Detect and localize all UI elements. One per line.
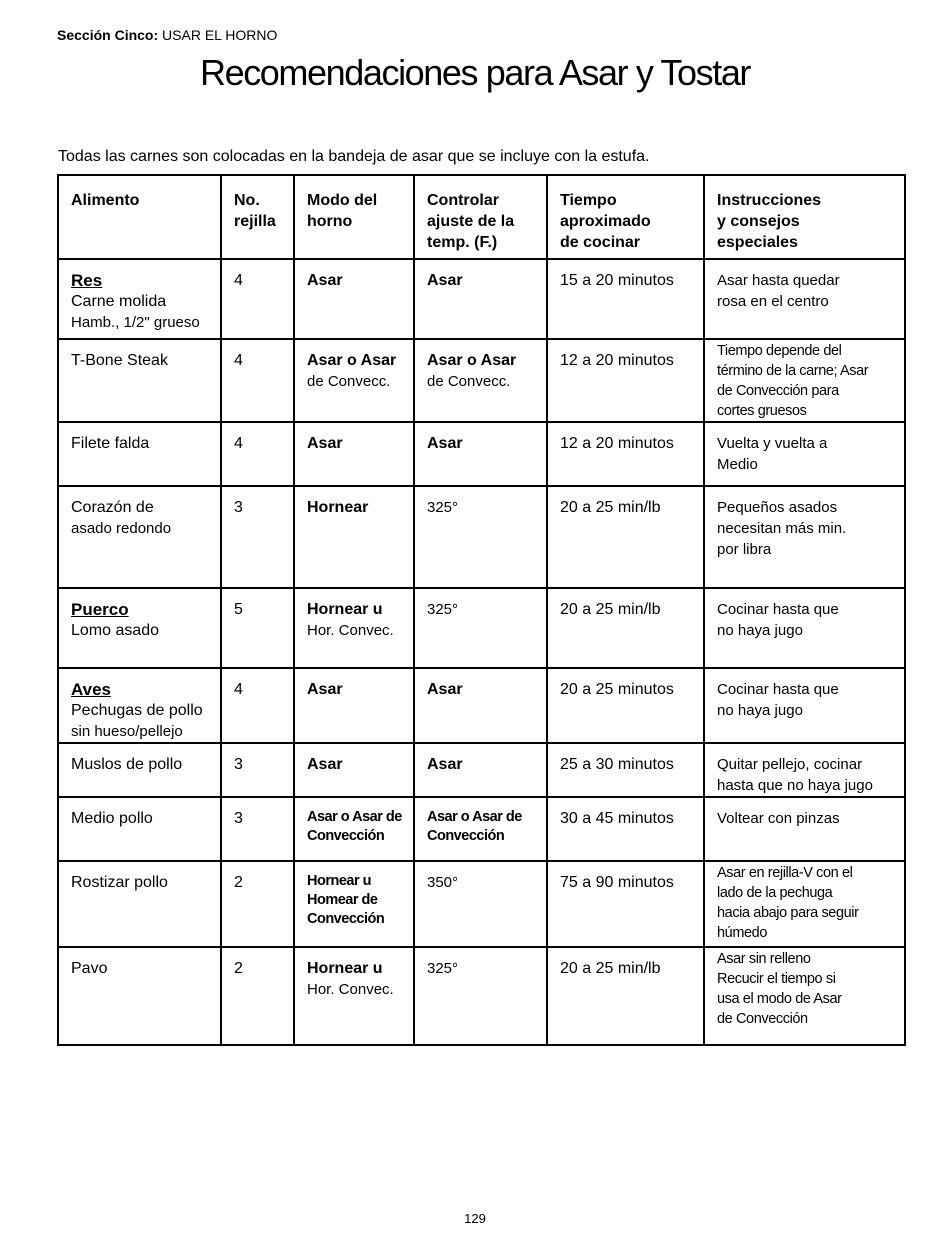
oven-mode-cell — [294, 743, 414, 797]
food-name: Pavo — [71, 960, 108, 977]
cook-time-cell: 75 a 90 minutos — [547, 861, 704, 947]
header-food — [58, 175, 221, 259]
tip-line: Recucir el tiempo si — [717, 971, 836, 987]
temp-setting-text: Asar — [427, 272, 463, 289]
special-tips-cell — [704, 668, 905, 743]
temp-setting-text: Convección — [427, 828, 505, 844]
table-row — [58, 797, 905, 861]
tip-line: Medio — [717, 456, 758, 473]
section-label-bold: Sección Cinco: — [57, 27, 159, 43]
temp-setting-cell — [414, 588, 547, 668]
cook-time-cell: 20 a 25 min/lb — [547, 486, 704, 588]
tip-line: Voltear con pinzas — [717, 810, 840, 827]
rack-cell: 4 — [221, 422, 294, 486]
special-tips-cell — [704, 422, 905, 486]
food-name: T-Bone Steak — [71, 352, 168, 369]
header-line: y consejos — [717, 213, 800, 230]
header-line: temp. (F.) — [427, 234, 498, 251]
tip-line: no haya jugo — [717, 702, 803, 719]
special-tips-cell — [704, 259, 905, 339]
tip-line: húmedo — [717, 925, 767, 941]
tip-line: Asar en rejilla-V con el — [717, 865, 853, 881]
temp-setting-text: 325° — [427, 960, 459, 977]
table-row — [58, 861, 905, 947]
section-label — [57, 27, 277, 43]
header-line: horno — [307, 213, 353, 230]
oven-mode-text: Hor. Convec. — [307, 622, 394, 639]
special-tips-cell — [704, 743, 905, 797]
temp-setting-cell — [414, 422, 547, 486]
tip-line: de Convección — [717, 1011, 808, 1027]
food-cell — [58, 797, 221, 861]
rack-cell: 3 — [221, 797, 294, 861]
tip-line: lado de la pechuga — [717, 885, 833, 901]
temp-setting-cell — [414, 743, 547, 797]
oven-mode-cell — [294, 339, 414, 422]
category-label: Puerco — [71, 600, 129, 619]
table-row — [58, 422, 905, 486]
tip-line: usa el modo de Asar — [717, 991, 842, 1007]
table-row — [58, 259, 905, 339]
oven-mode-text: Hor. Convec. — [307, 981, 394, 998]
table-row — [58, 743, 905, 797]
tip-line: de Convección para — [717, 383, 839, 399]
special-tips-cell — [704, 486, 905, 588]
oven-mode-text: Asar — [307, 272, 343, 289]
header-line: ajuste de la — [427, 213, 515, 230]
header-special-tips — [704, 175, 905, 259]
temp-setting-text: 350° — [427, 874, 459, 891]
food-cell — [58, 339, 221, 422]
header-line: especiales — [717, 234, 798, 251]
table-header-row — [58, 175, 905, 259]
cook-time-cell: 30 a 45 minutos — [547, 797, 704, 861]
tip-line: por libra — [717, 541, 772, 558]
cook-time-cell: 25 a 30 minutos — [547, 743, 704, 797]
tip-line: hacia abajo para seguir — [717, 905, 859, 921]
intro-text: Todas las carnes son colocadas en la bandeja de asar que se incluye con la estufa. — [58, 148, 650, 165]
food-name: Hamb., 1/2" grueso — [71, 314, 200, 331]
header-line: Instrucciones — [717, 192, 822, 209]
tip-line: hasta que no haya jugo — [717, 777, 873, 794]
table-row — [58, 668, 905, 743]
tip-line: rosa en el centro — [717, 293, 829, 310]
temp-setting-text: Asar o Asar de — [427, 809, 522, 825]
temp-setting-cell — [414, 861, 547, 947]
food-name: Pechugas de pollo — [71, 702, 203, 719]
oven-mode-text: Asar o Asar de — [307, 809, 402, 825]
table-body — [58, 259, 905, 1045]
temp-setting-text: Asar — [427, 681, 463, 698]
temp-setting-text: 325° — [427, 499, 459, 516]
page-number: 129 — [464, 1211, 486, 1226]
rack-cell: 4 — [221, 339, 294, 422]
rack-cell: 5 — [221, 588, 294, 668]
food-name: Filete falda — [71, 435, 150, 452]
food-cell — [58, 947, 221, 1045]
food-name: Medio pollo — [71, 810, 153, 827]
rack-cell: 2 — [221, 947, 294, 1045]
temp-setting-cell — [414, 797, 547, 861]
tip-line: Tiempo depende del — [717, 343, 842, 359]
table-row — [58, 588, 905, 668]
rack-cell: 3 — [221, 743, 294, 797]
header-line: aproximado — [560, 213, 651, 230]
oven-mode-cell — [294, 861, 414, 947]
oven-mode-text: Asar — [307, 435, 343, 452]
oven-mode-text: Hornear — [307, 499, 369, 516]
header-oven-mode — [294, 175, 414, 259]
broil-guide-table — [57, 174, 906, 1046]
food-name: sin hueso/pellejo — [71, 723, 183, 740]
oven-mode-text: Asar o Asar — [307, 352, 397, 369]
oven-mode-text: Hornear u — [307, 873, 371, 889]
temp-setting-cell — [414, 668, 547, 743]
food-name: Muslos de pollo — [71, 756, 183, 773]
food-cell — [58, 861, 221, 947]
tip-line: necesitan más min. — [717, 520, 847, 537]
oven-mode-cell — [294, 588, 414, 668]
food-cell — [58, 259, 221, 339]
tip-line: Asar hasta quedar — [717, 272, 840, 289]
special-tips-cell — [704, 861, 905, 947]
food-cell — [58, 668, 221, 743]
temp-setting-text: Asar o Asar — [427, 352, 517, 369]
tip-line: término de la carne; Asar — [717, 363, 869, 379]
header-rack — [221, 175, 294, 259]
oven-mode-text: Hornear u — [307, 960, 383, 977]
food-cell — [58, 588, 221, 668]
category-label: Res — [71, 271, 103, 290]
tip-line: no haya jugo — [717, 622, 803, 639]
table-row — [58, 947, 905, 1045]
table-row — [58, 339, 905, 422]
temp-setting-text: Asar — [427, 435, 463, 452]
temp-setting-cell — [414, 259, 547, 339]
header-line: Tiempo — [560, 192, 617, 209]
food-cell — [58, 422, 221, 486]
tip-line: cortes gruesos — [717, 403, 807, 419]
oven-mode-text: Convección — [307, 911, 385, 927]
tip-line: Pequeños asados — [717, 499, 838, 516]
table-row — [58, 486, 905, 588]
temp-setting-cell — [414, 339, 547, 422]
header-line: No. — [234, 192, 260, 209]
header-line: Controlar — [427, 192, 499, 209]
food-name: asado redondo — [71, 520, 172, 537]
cook-time-cell: 20 a 25 min/lb — [547, 947, 704, 1045]
food-name: Corazón de — [71, 499, 154, 516]
oven-mode-text: de Convecc. — [307, 373, 391, 390]
oven-mode-text: Hornear u — [307, 601, 383, 618]
rack-cell: 4 — [221, 668, 294, 743]
special-tips-cell — [704, 797, 905, 861]
tip-line: Vuelta y vuelta a — [717, 435, 828, 452]
temp-setting-text: de Convecc. — [427, 373, 511, 390]
cook-time-cell: 15 a 20 minutos — [547, 259, 704, 339]
food-name: Rostizar pollo — [71, 874, 168, 891]
header-temp-setting — [414, 175, 547, 259]
cook-time-cell: 20 a 25 min/lb — [547, 588, 704, 668]
category-label: Aves — [71, 680, 112, 699]
oven-mode-cell — [294, 422, 414, 486]
special-tips-cell — [704, 947, 905, 1045]
oven-mode-cell — [294, 797, 414, 861]
oven-mode-cell — [294, 947, 414, 1045]
rack-cell: 3 — [221, 486, 294, 588]
section-label-name: USAR EL HORNO — [162, 27, 278, 43]
oven-mode-text: Asar — [307, 681, 343, 698]
special-tips-cell — [704, 339, 905, 422]
oven-mode-cell — [294, 486, 414, 588]
temp-setting-cell — [414, 947, 547, 1045]
cook-time-cell: 20 a 25 minutos — [547, 668, 704, 743]
header-line: de cocinar — [560, 234, 641, 251]
food-cell — [58, 486, 221, 588]
header-line: rejilla — [234, 213, 276, 230]
food-name: Lomo asado — [71, 622, 160, 639]
oven-mode-text: Homear de — [307, 892, 378, 908]
tip-line: Cocinar hasta que — [717, 601, 839, 618]
header-line: Alimento — [71, 192, 140, 209]
oven-mode-cell — [294, 668, 414, 743]
temp-setting-text: Asar — [427, 756, 463, 773]
rack-cell: 2 — [221, 861, 294, 947]
header-cook-time — [547, 175, 704, 259]
page-title: Recomendaciones para Asar y Tostar — [199, 52, 751, 93]
temp-setting-cell — [414, 486, 547, 588]
cook-time-cell: 12 a 20 minutos — [547, 339, 704, 422]
cook-time-cell: 12 a 20 minutos — [547, 422, 704, 486]
oven-mode-text: Asar — [307, 756, 343, 773]
tip-line: Cocinar hasta que — [717, 681, 839, 698]
food-cell — [58, 743, 221, 797]
food-name: Carne molida — [71, 293, 167, 310]
tip-line: Quitar pellejo, cocinar — [717, 756, 863, 773]
oven-mode-text: Convección — [307, 828, 385, 844]
header-line: Modo del — [307, 192, 378, 209]
rack-cell: 4 — [221, 259, 294, 339]
temp-setting-text: 325° — [427, 601, 459, 618]
special-tips-cell — [704, 588, 905, 668]
tip-line: Asar sin relleno — [717, 951, 811, 967]
oven-mode-cell — [294, 259, 414, 339]
